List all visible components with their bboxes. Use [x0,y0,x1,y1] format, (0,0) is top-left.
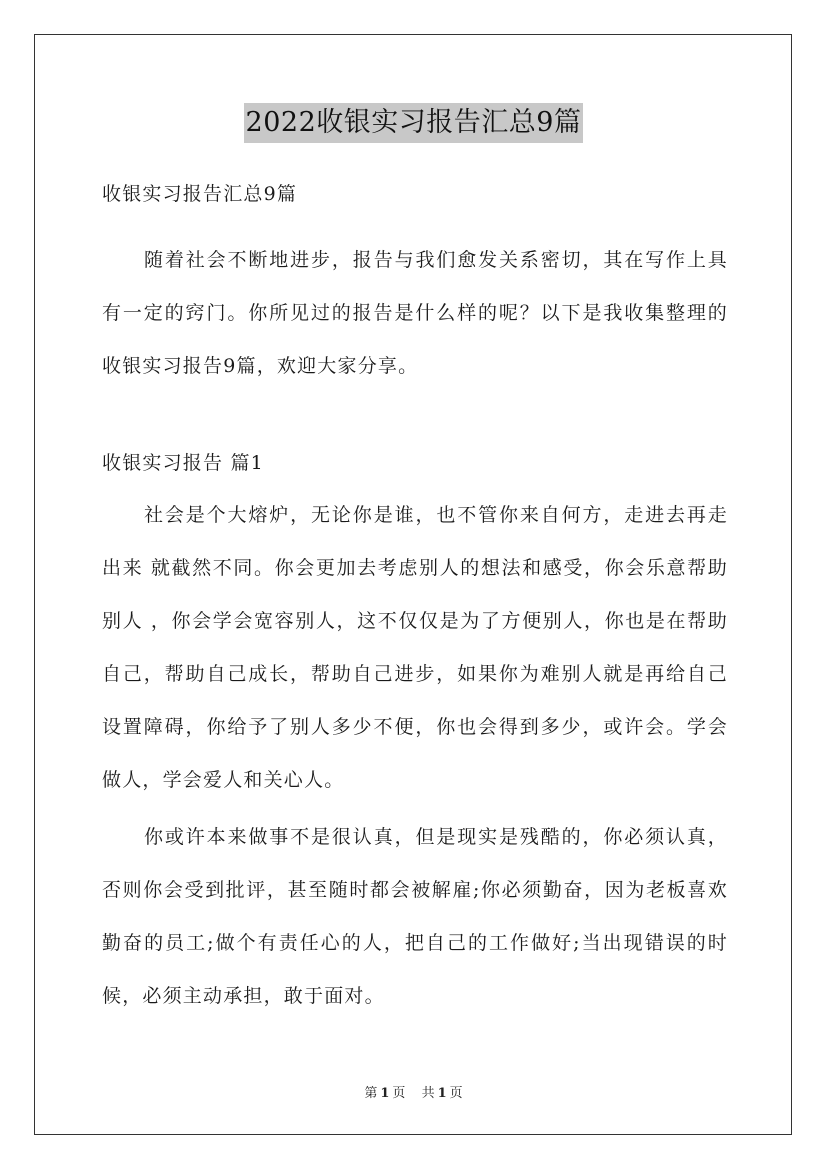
page-prefix: 第 [364,1086,378,1101]
intro-paragraph: 随着社会不断地进步，报告与我们愈发关系密切，其在写作上具有一定的窍门。你所见过的报告是什么样的呢？以下是我收集整理的收银实习报告9篇，欢迎大家分享。 [102,249,728,377]
body-paragraph: 你或许本来做事不是很认真，但是现实是残酷的，你必须认真，否则你会受到批评，甚至随时都会被解雇;你必须勤奋，因为老板喜欢勤奋的员工;做个有责任心的人，把自己的工作做好;当出现错误的时候，必须主动承担，敢于面对。 [102,826,728,1007]
total-prefix: 共 [421,1086,435,1101]
title-container [0,103,827,143]
page-footer [0,1082,827,1101]
total-indicator [419,1086,466,1101]
page-indicator [361,1086,408,1101]
page-suffix: 页 [392,1086,406,1101]
page-number: 1 [380,1086,390,1101]
section-heading: 收银实习报告 篇1 [102,452,264,474]
document-body [102,172,728,1023]
body-paragraph: 社会是个大熔炉，无论你是谁，也不管你来自何方，走进去再走出来 就截然不同。你会更加去考虑别人的想法和感受，你会乐意帮助别人 ，你会学会宽容别人，这不仅仅是为了方便别人，你也是在帮助自己，帮助自己成长，帮助自己进步，如果你为难别人就是再给自己设置障碍，你给予了别人多少不便，你也会得到多少，或许会。学会做人，学会爱人和关心人。 [102,504,728,791]
total-number: 1 [437,1086,447,1101]
document-subtitle: 收银实习报告汇总9篇 [102,183,298,205]
total-suffix: 页 [449,1086,463,1101]
document-title: 2022收银实习报告汇总9篇 [244,103,584,143]
